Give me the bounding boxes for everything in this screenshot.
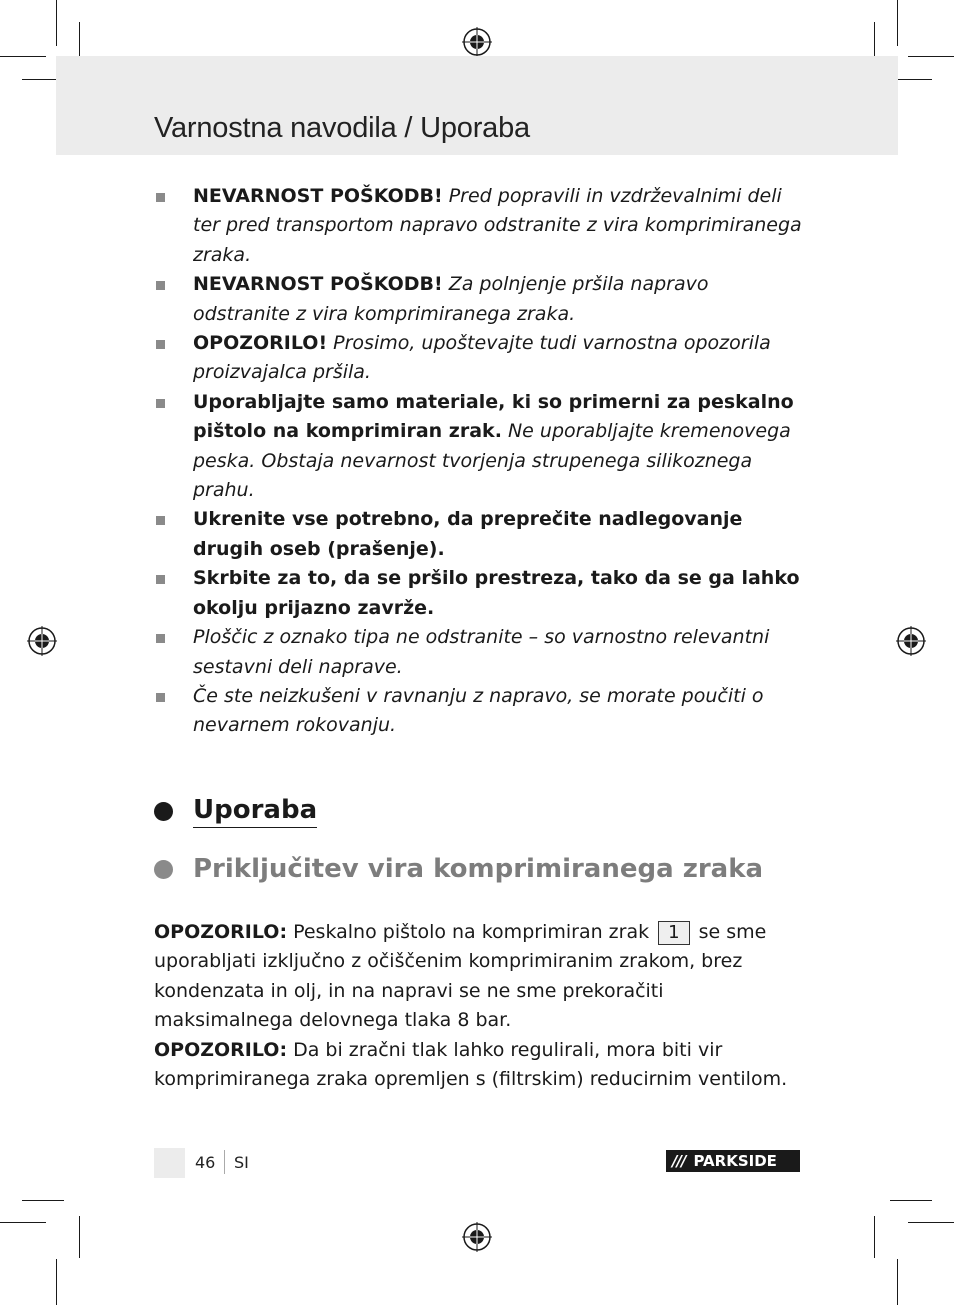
list-item-bold: Ukrenite vse potrebno, da preprečite nadlegovanje drugih oseb (prašenje).: [193, 508, 743, 560]
list-item: [154, 329, 804, 388]
list-item-bold: OPOZORILO!: [193, 332, 328, 355]
crop-mark: [0, 56, 46, 57]
logo-text: PARKSIDE: [693, 1152, 777, 1170]
list-item: [154, 505, 804, 564]
bullet-square-icon: [156, 193, 165, 202]
warning-paragraph: [154, 1036, 804, 1095]
page-title: Varnostna navodila / Uporaba: [154, 112, 530, 144]
section-dot-icon: [154, 860, 173, 879]
crop-mark: [874, 1216, 875, 1258]
registration-mark-icon: [896, 626, 926, 656]
page-number: 46: [195, 1153, 216, 1172]
bullet-square-icon: [156, 575, 165, 584]
footer-marker: [154, 1148, 185, 1178]
list-item-text: Če ste neizkušeni v ravnanju z napravo, se morate poučiti o nevarnem rokovanju.: [193, 684, 764, 737]
list-item-bold: Skrbite za to, da se pršilo prestreza, tako da se ga lahko okolju prijazno zavrže.: [193, 567, 800, 619]
bullet-square-icon: [156, 340, 165, 349]
section-heading-text: Uporaba: [193, 795, 317, 828]
safety-list: [154, 182, 804, 741]
bullet-square-icon: [156, 634, 165, 643]
bullet-square-icon: [156, 693, 165, 702]
crop-mark: [897, 1259, 898, 1305]
footer-divider: [224, 1150, 225, 1174]
section-heading-uporaba: [154, 795, 317, 828]
registration-mark-icon: [462, 27, 492, 57]
list-item: [154, 682, 804, 741]
list-item-bold: NEVARNOST POŠKODB!: [193, 185, 443, 207]
part-reference-badge: 1: [658, 921, 689, 945]
subsection-heading-text: Priključitev vira komprimiranega zraka: [193, 854, 764, 884]
bullet-square-icon: [156, 399, 165, 408]
warning-label: OPOZORILO:: [154, 1039, 288, 1061]
list-item-text: Pred popravili in vzdrževalnimi deli ter pred transportom napravo odstranite z vira komprimiranega zraka.: [193, 185, 802, 266]
bullet-square-icon: [156, 516, 165, 525]
paragraph-text: Peskalno pištolo na komprimiran zrak: [287, 921, 656, 943]
crop-mark: [56, 0, 57, 46]
crop-mark: [56, 1259, 57, 1305]
list-item-bold: NEVARNOST POŠKODB!: [193, 273, 443, 296]
language-code: SI: [234, 1153, 249, 1172]
list-item: [154, 182, 804, 270]
list-item-text: Ploščic z oznako tipa ne odstranite – so varnostno relevantni sestavni deli naprave.: [193, 626, 770, 678]
warning-label: OPOZORILO:: [154, 921, 288, 943]
crop-mark: [897, 0, 898, 46]
list-item: [154, 623, 804, 682]
registration-mark-icon: [27, 626, 57, 656]
crop-mark: [908, 56, 954, 57]
parkside-logo: [666, 1150, 800, 1172]
crop-mark: [908, 1222, 954, 1223]
paragraph-text: Da bi zračni tlak lahko regulirali, mora biti vir komprimiranega zraka opremljen s (filtrskim) reducirnim ventilom.: [154, 1039, 788, 1091]
section-dot-icon: [154, 802, 173, 821]
list-item-text: Prosimo, upoštevajte tudi varnostna opozorila proizvajalca pršila.: [193, 332, 771, 384]
registration-mark-icon: [462, 1222, 492, 1252]
paragraph-text: se sme uporabljati izključno z očiščenim komprimiranim zrakom, brez kondenzata in olj, in na napravi se ne sme prekoračiti maksimalnega delovnega tlaka 8 bar.: [154, 921, 767, 1032]
list-item: [154, 270, 804, 329]
warning-paragraph: [154, 918, 804, 1036]
logo-slashes: ///: [672, 1152, 686, 1170]
bullet-square-icon: [156, 281, 165, 290]
list-item-text: Za polnjenje pršila napravo odstranite z vira komprimiranega zraka.: [193, 273, 709, 325]
list-item-bold: Uporabljajte samo materiale, ki so primerni za peskalno pištolo na komprimiran zrak.: [193, 390, 794, 443]
subsection-heading-compressed-air: [154, 854, 763, 884]
list-item: [154, 564, 804, 623]
crop-mark: [0, 1222, 46, 1223]
crop-mark: [890, 1200, 932, 1201]
crop-mark: [22, 1200, 64, 1201]
list-item: [154, 388, 804, 506]
crop-mark: [79, 1216, 80, 1258]
list-item-text: Ne uporabljajte kremenovega peska. Obstaja nevarnost tvorjenja strupenega silikoznega prahu.: [193, 420, 791, 502]
